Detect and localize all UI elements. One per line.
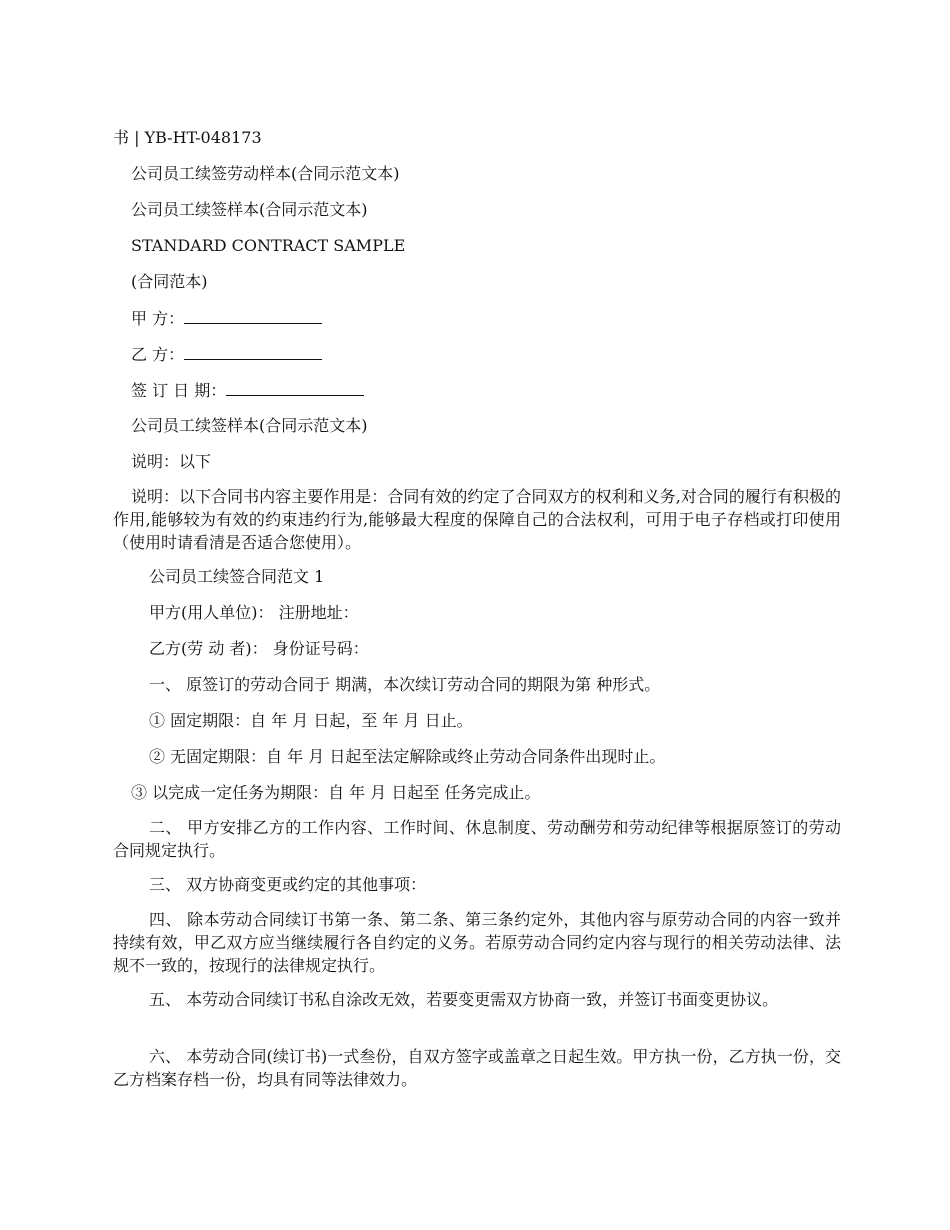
clause-3: 三、 双方协商变更或约定的其他事项：	[149, 875, 427, 894]
cover-english-title: STANDARD CONTRACT SAMPLE	[131, 236, 406, 255]
sign-date-label: 签 订 日 期：	[131, 381, 227, 400]
clause-5: 五、 本劳动合同续订书私自涂改无效，若要变更需双方协商一致，并签订书面变更协议。	[149, 990, 779, 1009]
cover-title-1: 公司员工续签劳动样本(合同示范文本)	[131, 164, 400, 183]
clause-6: 六、 本劳动合同(续订书)一式叁份，自双方签字或盖章之日起生效。甲方执一份，乙方执一份，交乙方档案存档一份，均具有同等法律效力。	[113, 1047, 841, 1089]
clause-1-option-2: ② 无固定期限：自 年 月 日起至法定解除或终止劳动合同条件出现时止。	[149, 747, 666, 766]
clause-1-option-3: ③ 以完成一定任务为期限：自 年 月 日起至 任务完成止。	[131, 783, 541, 802]
party-b-blank	[184, 342, 322, 360]
party-b-field	[113, 342, 322, 367]
party-a-label: 甲 方：	[131, 309, 185, 328]
party-b-label: 乙 方：	[131, 345, 185, 364]
cover-title-2: 公司员工续签样本(合同示范文本)	[131, 200, 368, 219]
clause-1-option-1: ① 固定期限：自 年 月 日起，至 年 月 日止。	[149, 711, 473, 730]
section-title: 公司员工续签合同范文 1	[149, 567, 325, 586]
party-a-info: 甲方(用人单位)： 注册地址：	[149, 603, 359, 622]
party-b-info: 乙方(劳 动 者)： 身份证号码：	[149, 639, 369, 658]
sign-date-field	[113, 378, 364, 403]
cover-title-3: 公司员工续签样本(合同示范文本)	[131, 416, 368, 435]
cover-subtitle: (合同范本)	[131, 272, 208, 291]
sign-date-blank	[226, 378, 364, 396]
clause-4: 四、 除本劳动合同续订书第一条、第二条、第三条约定外，其他内容与原劳动合同的内容一致并持续有效，甲乙双方应当继续履行各自约定的义务。若原劳动合同约定内容与现行的相关劳动法律、法规不一致的，按现行的法律规定执行。	[113, 910, 841, 975]
party-a-field	[113, 306, 322, 331]
doc-code: 书 | YB-HT-048173	[113, 128, 262, 147]
party-a-blank	[184, 306, 322, 324]
note-short: 说明：以下	[131, 452, 212, 471]
note-full: 说明：以下合同书内容主要作用是：合同有效的约定了合同双方的权利和义务,对合同的履行有积极的作用,能够较为有效的约束违约行为,能够最大程度的保障自己的合法权利，可用于电子存档或打印使用（使用时请看清是否适合您使用）。	[113, 487, 841, 552]
clause-2: 二、 甲方安排乙方的工作内容、工作时间、休息制度、劳动酬劳和劳动纪律等根据原签订的劳动合同规定执行。	[113, 818, 841, 860]
clause-1: 一、 原签订的劳动合同于 期满，本次续订劳动合同的期限为第 种形式。	[149, 675, 661, 694]
